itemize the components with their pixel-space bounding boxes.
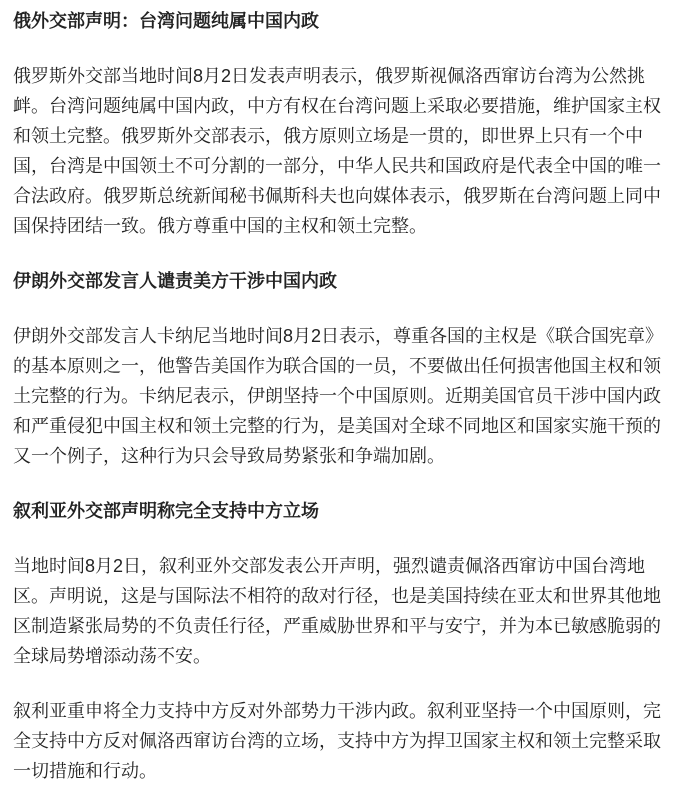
section-heading: 叙利亚外交部声明称完全支持中方立场 <box>13 501 319 521</box>
article-section-iran <box>13 266 666 471</box>
section-paragraph: 叙利亚重申将全力支持中方反对外部势力干涉内政。叙利亚坚持一个中国原则，完全支持中方反对佩洛西窜访台湾的立场，支持中方为捍卫国家主权和领土完整采取一切措施和行动。 <box>13 701 661 781</box>
section-paragraph: 俄罗斯外交部当地时间8月2日发表声明表示，俄罗斯视佩洛西窜访台湾为公然挑衅。台湾问题纯属中国内政，中方有权在台湾问题上采取必要措施，维护国家主权和领土完整。俄罗斯外交部表示，俄方原则立场是一贯的，即世界上只有一个中国，台湾是中国领土不可分割的一部分，中华人民共和国政府是代表全中国的唯一合法政府。俄罗斯总统新闻秘书佩斯科夫也向媒体表示，俄罗斯在台湾问题上同中国保持团结一致。俄方尊重中国的主权和领土完整。 <box>13 66 661 236</box>
section-heading: 俄外交部声明：台湾问题纯属中国内政 <box>13 11 319 31</box>
section-paragraph: 当地时间8月2日，叙利亚外交部发表公开声明，强烈谴责佩洛西窜访中国台湾地区。声明说，这是与国际法不相符的敌对行径，也是美国持续在亚太和世界其他地区制造紧张局势的不负责任行径，严重威胁世界和平与安宁，并为本已敏感脆弱的全球局势增添动荡不安。 <box>13 556 661 666</box>
section-heading: 伊朗外交部发言人谴责美方干涉中国内政 <box>13 271 337 291</box>
section-paragraph: 伊朗外交部发言人卡纳尼当地时间8月2日表示，尊重各国的主权是《联合国宪章》的基本原则之一，他警告美国作为联合国的一员，不要做出任何损害他国主权和领土完整的行为。卡纳尼表示，伊朗坚持一个中国原则。近期美国官员干涉中国内政和严重侵犯中国主权和领土完整的行为，是美国对全球不同地区和国家实施干预的又一个例子，这种行为只会导致局势紧张和争端加剧。 <box>13 326 664 466</box>
article-section-russia <box>13 6 666 241</box>
article-section-syria <box>13 496 666 786</box>
